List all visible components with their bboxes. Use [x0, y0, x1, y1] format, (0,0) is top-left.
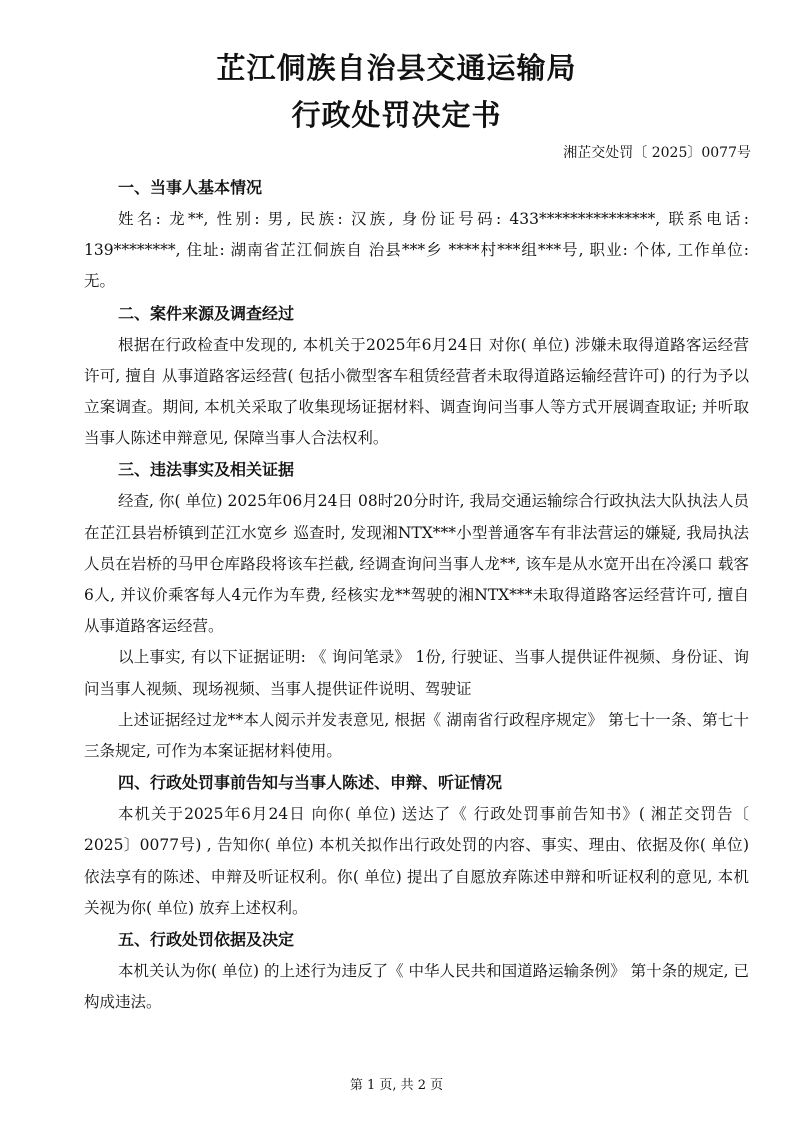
section-paragraph: 本机关于2025年6月24日 向你( 单位) 送达了《 行政处罚事前告知书》( 湘芷交罚告〔 2025〕0077号) , 告知你( 单位) 本机关拟作出行政处罚的内容、事实、理由、依据及你( 单位) 依法享有的陈述、申辩及听证权利。你( 单位) 提出了自愿放弃陈述申辩和听证权利的意见, 本机关视为你( 单位) 放弃上述权利。	[84, 805, 749, 917]
section-heading: 二、案件来源及调查经过	[118, 303, 295, 323]
section-penalty-basis	[84, 924, 749, 1018]
document-title-line2: 行政处罚决定书	[291, 98, 502, 132]
section-heading: 四、行政处罚事前告知与当事人陈述、申辩、听证情况	[118, 773, 503, 793]
section-paragraph: 以上事实, 有以下证据证明: 《 询问笔录》 1份, 行驶证、当事人提供证件视频、身份证、询问当事人视频、现场视频、当事人提供证件说明、驾驶证	[84, 648, 749, 698]
page-footer: 第 1 页, 共 2 页	[349, 1078, 444, 1093]
section-party-info	[84, 172, 749, 298]
section-heading: 五、行政处罚依据及决定	[118, 930, 295, 950]
section-heading: 三、违法事实及相关证据	[118, 460, 295, 480]
section-case-source	[84, 298, 749, 455]
section-paragraph: 姓名: 龙**, 性别: 男, 民族: 汉族, 身份证号码: 433***************, 联系电话: 139********, 住址: 湖南省芷江侗族自 治县***乡 ****村***组***号, 职业: 个体, 工作单位: 无。	[84, 210, 749, 291]
section-paragraph: 上述证据经过龙**本人阅示并发表意见, 根据《 湖南省行政程序规定》 第七十一条、第七十三条规定, 可作为本案证据材料使用。	[84, 710, 749, 761]
document-title-line1: 芷江侗族自治县交通运输局	[216, 51, 577, 85]
section-prior-notice	[84, 767, 749, 924]
section-paragraph: 本机关认为你( 单位) 的上述行为违反了《 中华人民共和国道路运输条例》 第十条的规定, 已构成违法。	[84, 962, 749, 1012]
section-paragraph: 经查, 你( 单位) 2025年06月24日 08时20分时许, 我局交通运输综合行政执法大队执法人员在芷江县岩桥镇到芷江水宽乡 巡查时, 发现湘NTX***小型普通客车有非法营运的嫌疑, 我局执法人员在岩桥的马甲仓库路段将该车拦截, 经调查询问当事人龙**, 该车是从水宽开出在冷溪口 载客6人, 并议价乘客每人4元作为车费, 经核实龙**驾驶的湘NTX***未取得道路客运经营许可, 擅自 从事道路客运经营。	[84, 492, 749, 636]
section-heading: 一、当事人基本情况	[118, 178, 263, 197]
section-facts-evidence	[84, 454, 749, 767]
section-paragraph: 根据在行政检查中发现的, 本机关于2025年6月24日 对你( 单位) 涉嫌未取得道路客运经营许可, 擅自 从事道路客运经营( 包括小微型客车租赁经营者未取得道路运输经营许可) 的行为予以立案调查。期间, 本机关采取了收集现场证据材料、调查询问当事人等方式开展调查取证; 并听取当事人陈述申辩意见, 保障当事人合法权利。	[84, 335, 749, 448]
document-body	[84, 172, 749, 1018]
document-number: 湘芷交处罚〔 2025〕0077号	[563, 145, 751, 161]
